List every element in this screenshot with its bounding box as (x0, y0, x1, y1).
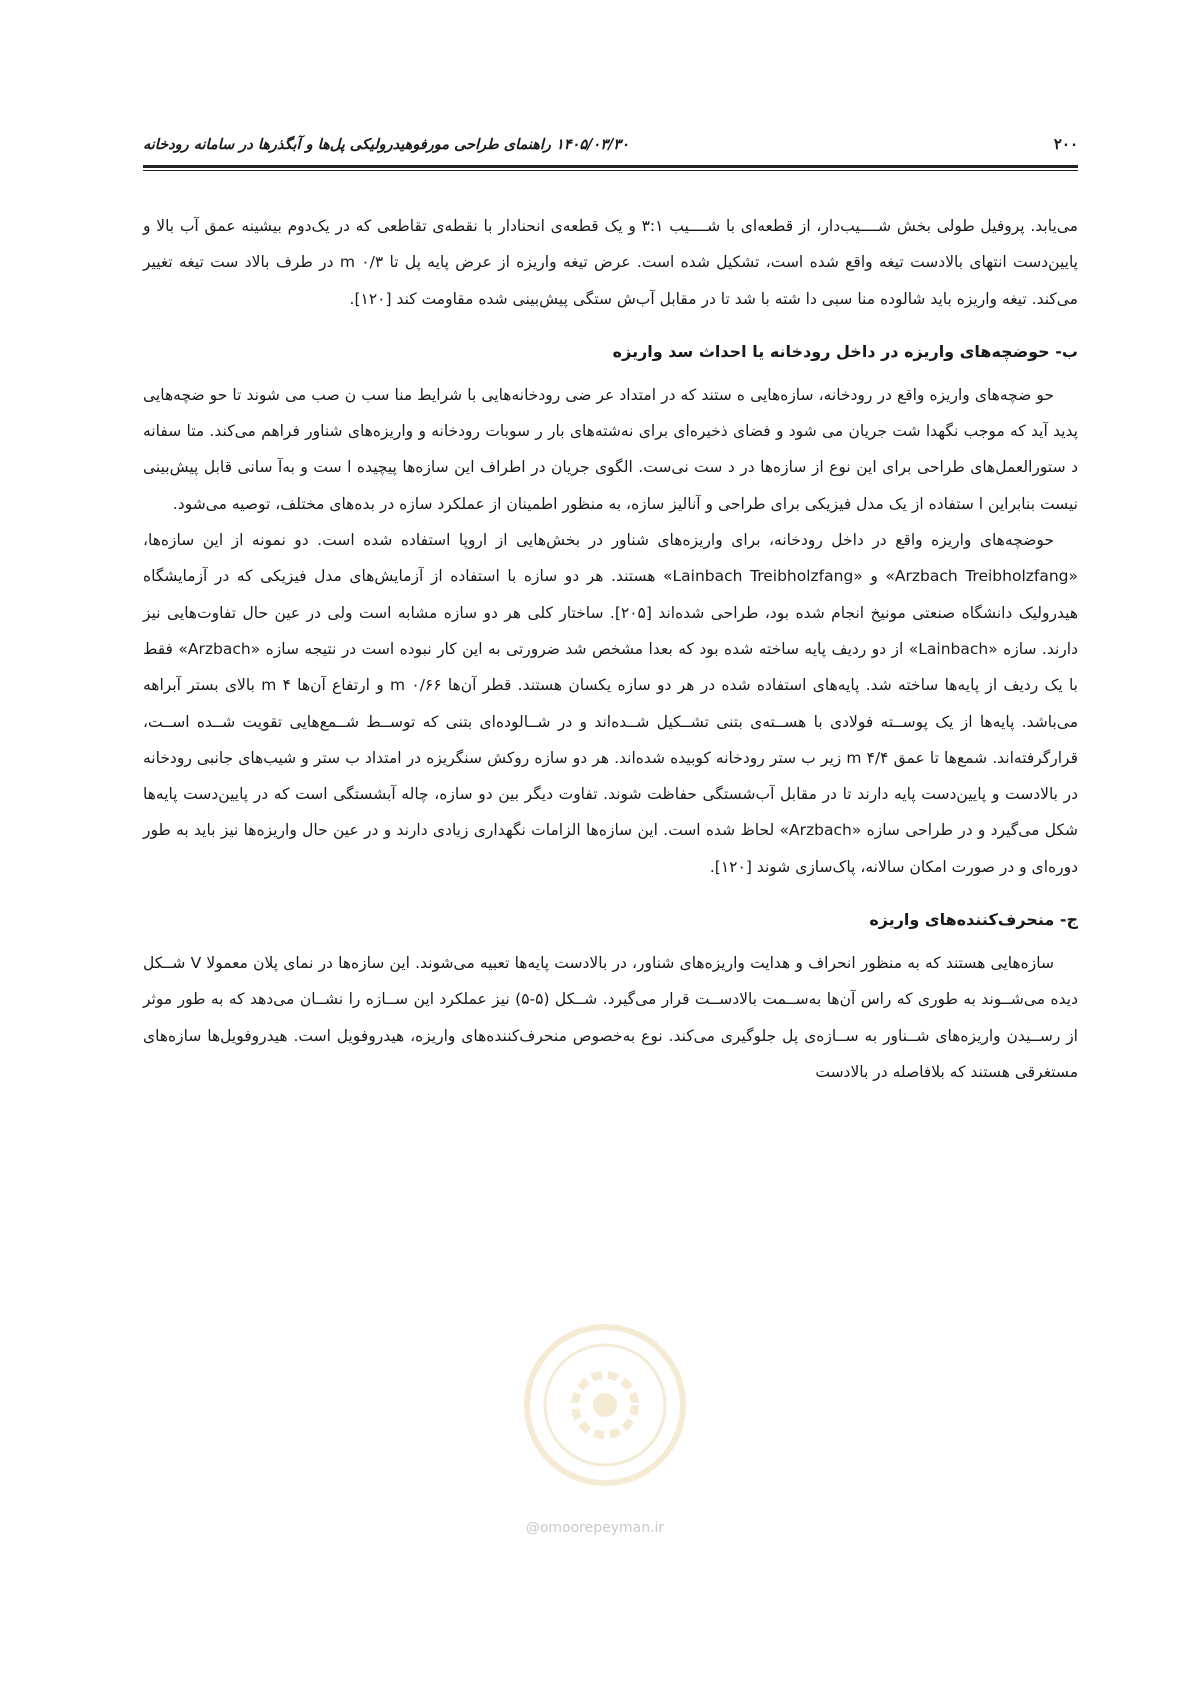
page-body (143, 208, 1078, 1090)
watermark-url: @omoorepeyman.ir (525, 1520, 665, 1536)
paragraph: حو ضچه‌های واریزه واقع در رودخانه، سازه‌هایی ه ستند که در امتداد عر ضی رودخانه‌هایی با شرایط منا سب ن صب می شوند تا حو ضچه‌هایی پدید آید که موجب نگهدا شت جریان می شود و فضای ذخیره‌ای برای نه‌شته‌های بار ر سوبات رودخانه و واریزه‌های شناور فراهم می‌کند. متا سفانه د ستورالعمل‌های طراحی برای این نوع از سازه‌ها در د ست نی‌ست. الگوی جریان در اطراف این سازه‌ها پیچیده ا ست و به‌آ سانی قابل پیش‌بینی نیست بنابراین ا ستفاده از یک مدل فیزیکی برای طراحی و آنالیز سازه، به منظور اطمینان از عملکرد سازه در بده‌های مختلف، توصیه می‌شود. (143, 385, 1078, 513)
section-heading-b: ب- حوضچه‌های واریزه در داخل رودخانه یا احداث سد واریزه (612, 341, 1078, 361)
paragraph: حوضچه‌های واریزه واقع در داخل رودخانه، برای واریزه‌های شناور در بخش‌هایی از اروپا استفاده شده است. دو نمونه از این سازه‌ها، «Arzbach Treibholzfang» و «Lainbach Treibholzfang» هستند. هر دو سازه با استفاده از آزمایش‌های مدل فیزیکی که در آزمایشگاه هیدرولیک دانشگاه صنعتی مونیخ انجام شده بود، طراحی شده‌اند [۲۰۵]. ساختار کلی هر دو سازه مشابه است ولی در عین حال تفاوت‌هایی نیز دارند. سازه «Lainbach» از دو ردیف پایه ساخته شده بود که بعدا مشخص شد ضرورتی به این کار نبوده است در نتیجه سازه «Arzbach» فقط با یک ردیف از پایه‌ها ساخته شد. پایه‌های استفاده شده در هر دو سازه یکسان هستند. قطر آن‌ها m ۰/۶۶ و ارتفاع آن‌ها m ۴ بالای بستر آبراهه می‌باشد. پایه‌ها از یک پوســته فولادی با هســته‌ی بتنی تشــکیل شــده‌اند و در شــالوده‌ای بتنی که توســط شــمع‌هایی تقویت شــده اســت، قرارگرفته‌اند. شمع‌ها تا عمق m ۴/۴ زیر ب ستر رودخانه کوبیده شده‌اند. هر دو سازه روکش سنگریزه در امتداد ب ستر و شیب‌های جانبی رودخانه در بالادست و پایین‌دست پایه دارند تا در مقابل آب‌شستگی حفاظت شوند. تفاوت دیگر بین دو سازه، چاله آبشستگی است که در پایین‌دست پایه‌ها شکل می‌گیرد و در طراحی سازه «Arzbach» لحاظ شده است. این سازه‌ها الزامات نگهداری زیادی دارند و در عین حال واریزه‌ها نیز باید به طور دوره‌ای و در صورت امکان سالانه، پاک‌سازی شوند [۱۲۰]. (143, 531, 1078, 876)
header-rule-thick (143, 165, 1078, 168)
page-number: ۲۰۰ (1053, 135, 1078, 153)
paragraph-continued: می‌یابد. پروفیل طولی بخش شــــیب‌دار، از قطعه‌ای با شــــیب ۳:۱ و یک قطعه‌ی انحنادار با نقطه‌ی تقاطعی که در یک‌دوم بیشینه عمق آب بالا و پایین‌دست انتهای بالادست تیغه واقع شده است، تشکیل شده است. عرض تیغه واریزه از عرض پایه پل تا m ۰/۳ در طرف بالاد ست تیغه تغییر می‌کند. تیغه واریزه باید شالوده منا سبی دا شته با شد تا در مقابل آب‌ش ستگی پیش‌بینی شده مقاومت کند [۱۲۰]. (143, 217, 1078, 308)
paragraph: سازه‌هایی هستند که به منظور انحراف و هدایت واریزه‌های شناور، در بالادست پایه‌ها تعبیه می‌شوند. این سازه‌ها در نمای پلان معمولا V شــکل دیده می‌شــوند به طوری که راس آن‌ها به‌ســمت بالادســت قرار می‌گیرد. شــکل (۵-۵) نیز عملکرد این ســازه را نشــان می‌دهد که به طور موثر از رســیدن واریزه‌های شــناور به ســازه‌ی پل جلوگیری می‌کند. نوع به‌خصوص منحرف‌کننده‌های واریزه، هیدروفویل است. هیدروفویل‌ها سازه‌های مستغرقی هستند که بلافاصله در بالادست (143, 954, 1078, 1081)
page-header (143, 126, 1078, 162)
running-title: ۱۴۰۵/۰۳/۳۰ راهنمای طراحی مورفوهیدرولیکی پل‌ها و آبگذرها در سامانه رودخانه (143, 135, 629, 153)
section-heading-c: ج- منحرف‌کننده‌های واریزه (869, 910, 1078, 930)
omoor-e-peyman-seal-icon (520, 1320, 690, 1490)
header-rule-thin (143, 170, 1078, 171)
